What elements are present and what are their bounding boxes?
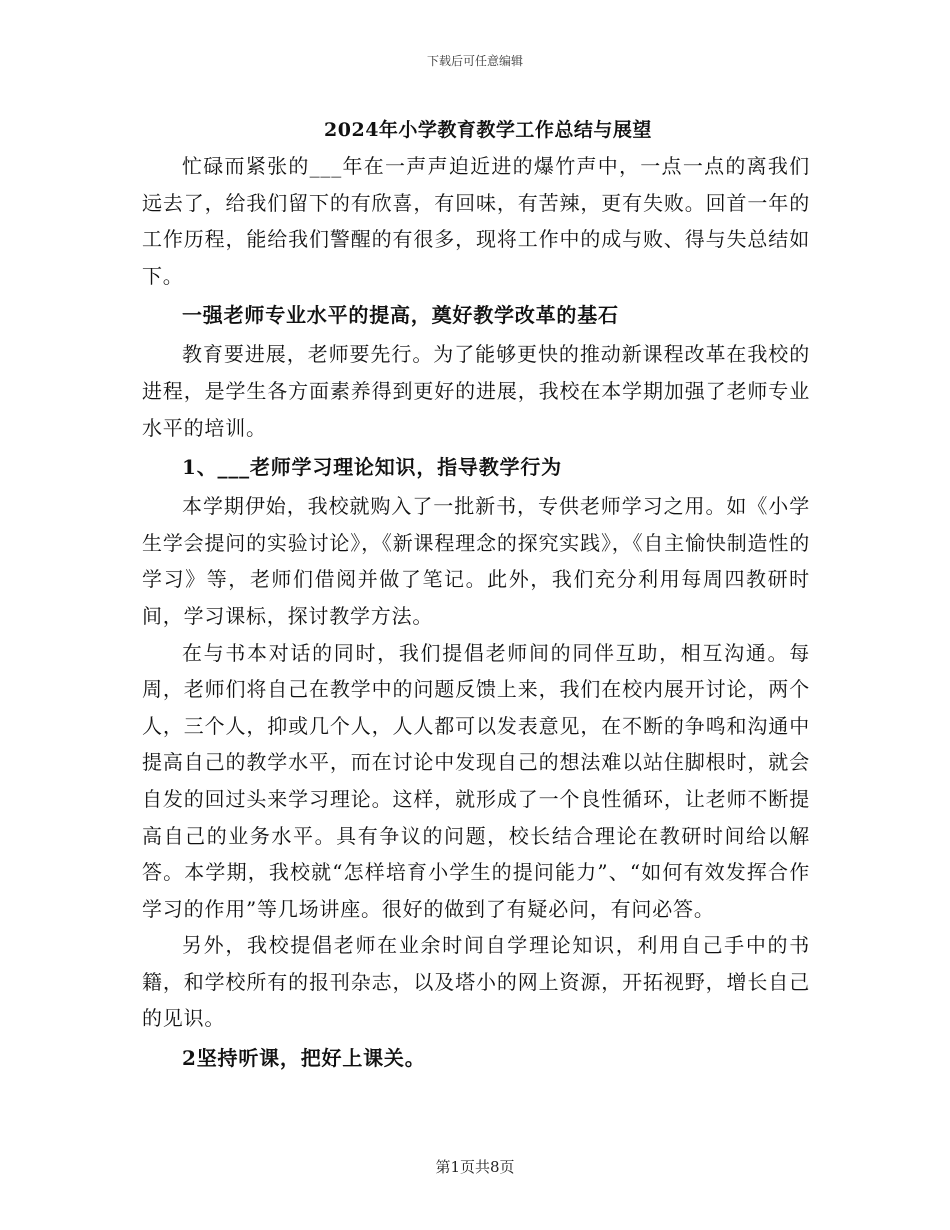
- paragraph-books: 本学期伊始，我校就购入了一批新书，专供老师学习之用。如《小学生学会提问的实验讨论》，《新课程理念的探究实践》，《自主愉快制造性的学习》等，老师们借阅并做了笔记。此外，我们充分利用每周四教研时间，学习课标，探讨教学方法。: [142, 494, 810, 628]
- page-header-note: 下载后可任意编辑: [426, 54, 523, 68]
- subsection-heading-1: 1、___老师学习理论知识，指导教学行为: [182, 455, 562, 480]
- paragraph-intro: 忙碌而紧张的___年在一声声迫近进的爆竹声中，一点一点的离我们远去了，给我们留下的有欣喜，有回味，有苦辣，更有失败。回首一年的工作历程，能给我们警醒的有很多，现将工作中的成与败、得与失总结如下。: [142, 154, 810, 288]
- document-body: [142, 112, 810, 1079]
- document-title: 2024年小学教育教学工作总结与展望: [324, 119, 652, 141]
- paragraph-self-study: 另外，我校提倡老师在业余时间自学理论知识，利用自己手中的书籍，和学校所有的报刊杂志，以及塔小的网上资源，开拓视野，增长自己的见识。: [142, 933, 810, 1031]
- section-heading-1: 一强老师专业水平的提高，奠好教学改革的基石: [182, 303, 619, 328]
- paragraph-peer-help: 在与书本对话的同时，我们提倡老师间的同伴互助，相互沟通。每周，老师们将自己在教学中的问题反馈上来，我们在校内展开讨论，两个人，三个人，抑或几个人，人人都可以发表意见，在不断的争鸣和沟通中提高自己的教学水平，而在讨论中发现自己的想法难以站住脚根时，就会自发的回过头来学习理论。这样，就形成了一个良性循环，让老师不断提高自己的业务水平。具有争议的问题，校长结合理论在教研时间给以解答。本学期，我校就“怎样培育小学生的提问能力”、“如何有效发挥合作学习的作用”等几场讲座。很好的做到了有疑必问，有问必答。: [142, 640, 810, 921]
- paragraph-section-1: 教育要进展，老师要先行。为了能够更快的推动新课程改革在我校的进程，是学生各方面素养得到更好的进展，我校在本学期加强了老师专业水平的培训。: [142, 342, 810, 440]
- subsection-heading-2: 2坚持听课，把好上课关。: [182, 1046, 426, 1071]
- page-number: 第1页共8页: [435, 1158, 515, 1176]
